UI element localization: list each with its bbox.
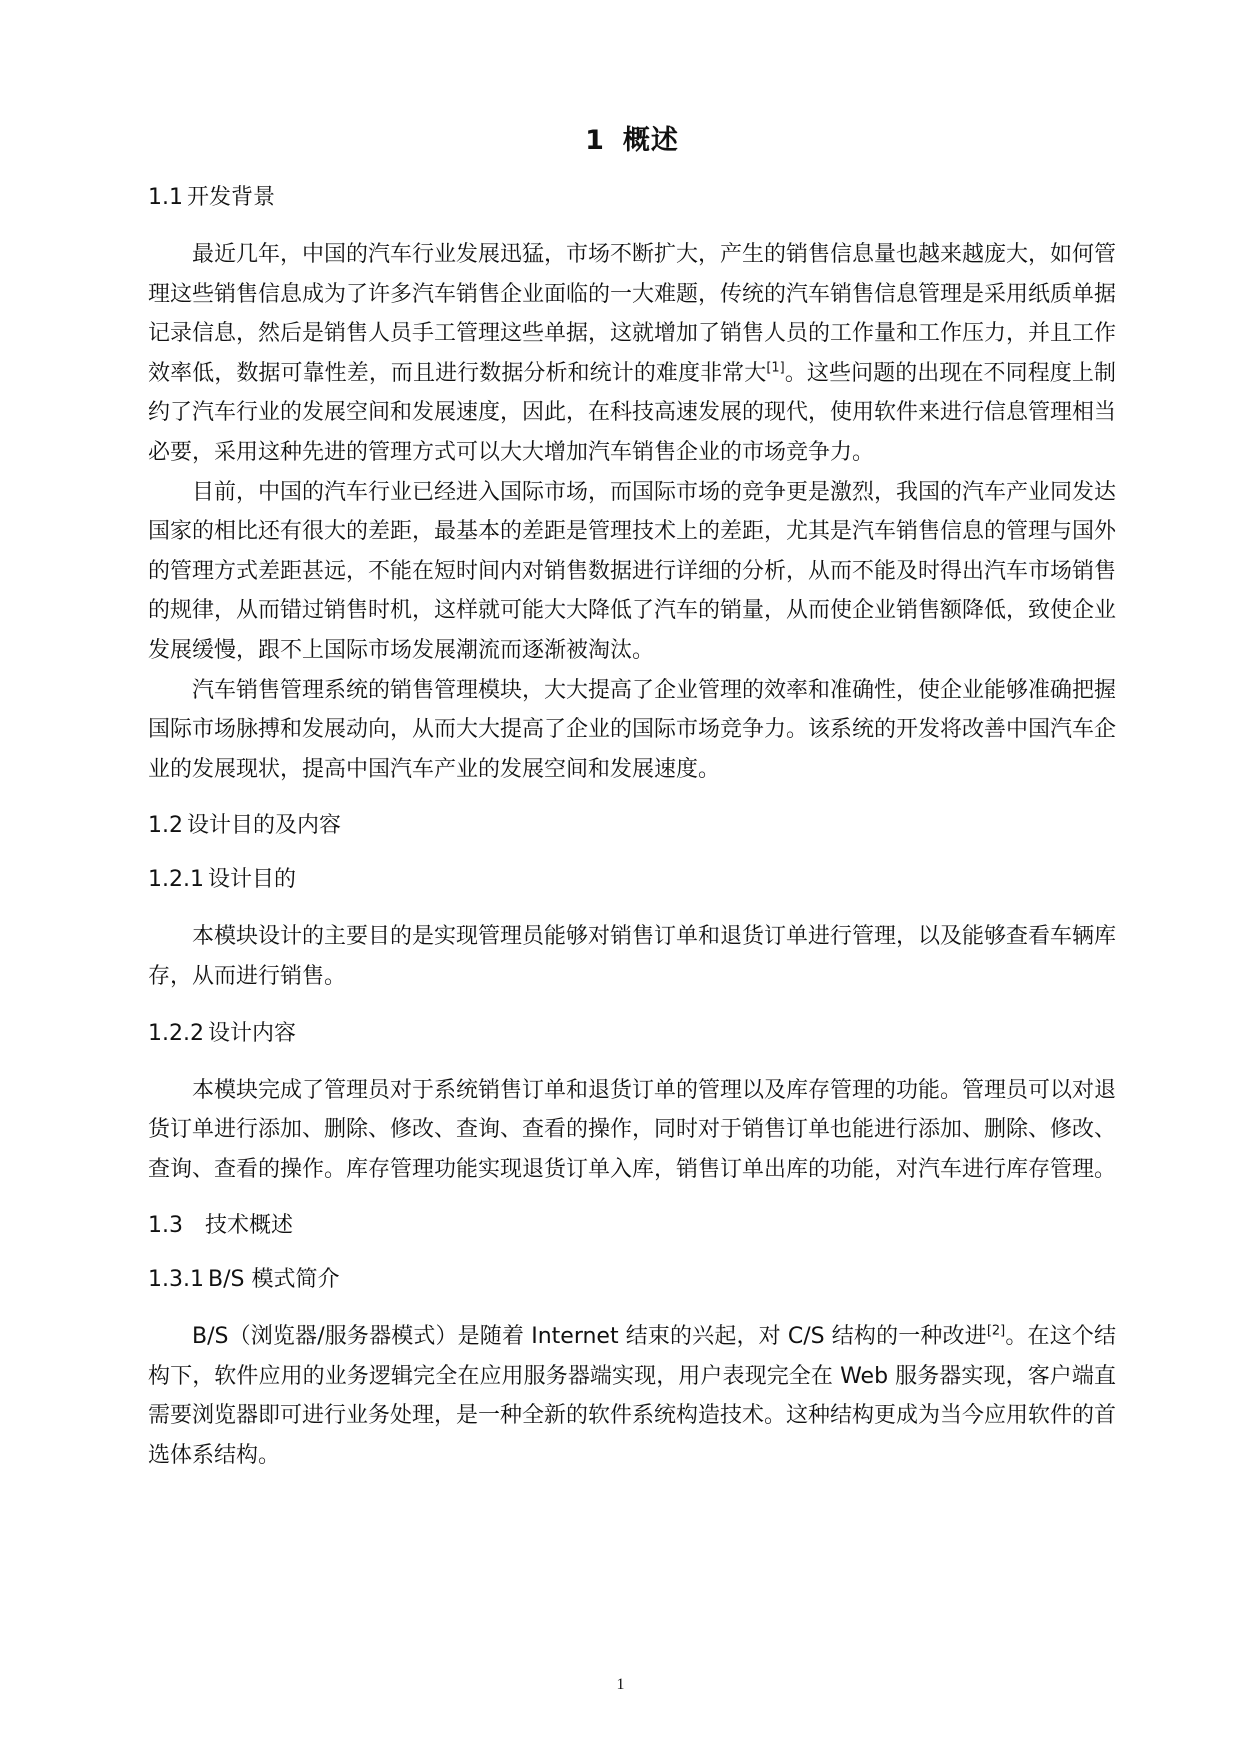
paragraph: 本模块设计的主要目的是实现管理员能够对销售订单和退货订单进行管理，以及能够查看车辆库存，从而进行销售。 [148,924,1117,989]
subsection-heading-1-2-2 [148,1017,1116,1051]
subsection-heading-1-2-1 [148,863,1116,897]
chapter-title-text: 概述 [622,125,679,156]
citation-ref: [1] [766,360,785,376]
section-title: 设计目的及内容 [187,813,342,839]
chapter-title [148,118,1116,157]
section-heading-1-3 [148,1209,1116,1243]
subsection-title: B/S 模式简介 [207,1267,340,1293]
section-heading-1-1 [148,181,1116,215]
paragraph: 本模块完成了管理员对于系统销售订单和退货订单的管理以及库存管理的功能。管理员可以对退货订单进行添加、删除、修改、查询、查看的操作，同时对于销售订单也能进行添加、删除、修改、查询、查看的操作。库存管理功能实现退货订单入库，销售订单出库的功能，对汽车进行库存管理。 [148,1077,1117,1182]
subsection-title: 设计目的 [207,867,296,893]
paragraph: B/S（浏览器/服务器模式）是随着 Internet 结束的兴起，对 C/S 结构的一种改进[2]。在这个结构下，软件应用的业务逻辑完全在应用服务器端实现，用户表现完全在 Web 服务器实现，客户端直需要浏览器即可进行业务处理，是一种全新的软件系统构造技术。这种结构更成为当今应用软件的首选体系结构。 [148,1323,1117,1469]
subsection-number: 1.2.1 [148,867,204,893]
section-number: 1.1 [148,185,183,210]
page-number: 1 [616,1676,625,1693]
paragraph: 目前，中国的汽车行业已经进入国际市场，而国际市场的竞争更是激烈，我国的汽车产业同发达国家的相比还有很大的差距，最基本的差距是管理技术上的差距，尤其是汽车销售信息的管理与国外的管理方式差距甚远，不能在短时间内对销售数据进行详细的分析，从而不能及时得出汽车市场销售的规律，从而错过销售时机，这样就可能大大降低了汽车的销量，从而使企业销售额降低，致使企业发展缓慢，跟不上国际市场发展潮流而逐渐被淘汰。 [148,479,1117,663]
section-number: 1.3 [148,1213,183,1239]
section-title: 开发背景 [187,185,276,210]
section-title: 技术概述 [205,1213,294,1239]
citation-ref: [2] [986,1323,1006,1339]
subsection-number: 1.2.2 [148,1020,204,1046]
subsection-number: 1.3.1 [148,1267,204,1293]
paragraph: 汽车销售管理系统的销售管理模块，大大提高了企业管理的效率和准确性，使企业能够准确把握国际市场脉搏和发展动向，从而大大提高了企业的国际市场竞争力。该系统的开发将改善中国汽车企业的发展现状，提高中国汽车产业的发展空间和发展速度。 [148,677,1117,782]
paragraph: 最近几年，中国的汽车行业发展迅猛，市场不断扩大，产生的销售信息量也越来越庞大，如何管理这些销售信息成为了许多汽车销售企业面临的一大难题，传统的汽车销售信息管理是采用纸质单据记录信息，然后是销售人员手工管理这些单据，这就增加了销售人员的工作量和工作压力，并且工作效率低，数据可靠性差，而且进行数据分析和统计的难度非常大[1]。这些问题的出现在不同程度上制约了汽车行业的发展空间和发展速度，因此，在科技高速发展的现代，使用软件来进行信息管理相当必要，采用这种先进的管理方式可以大大增加汽车销售企业的市场竞争力。 [148,242,1117,465]
chapter-number: 1 [585,125,605,156]
subsection-title: 设计内容 [207,1020,296,1046]
subsection-heading-1-3-1 [148,1263,1116,1297]
section-heading-1-2 [148,809,1116,843]
section-number: 1.2 [148,813,183,839]
page-content [148,118,1116,1476]
